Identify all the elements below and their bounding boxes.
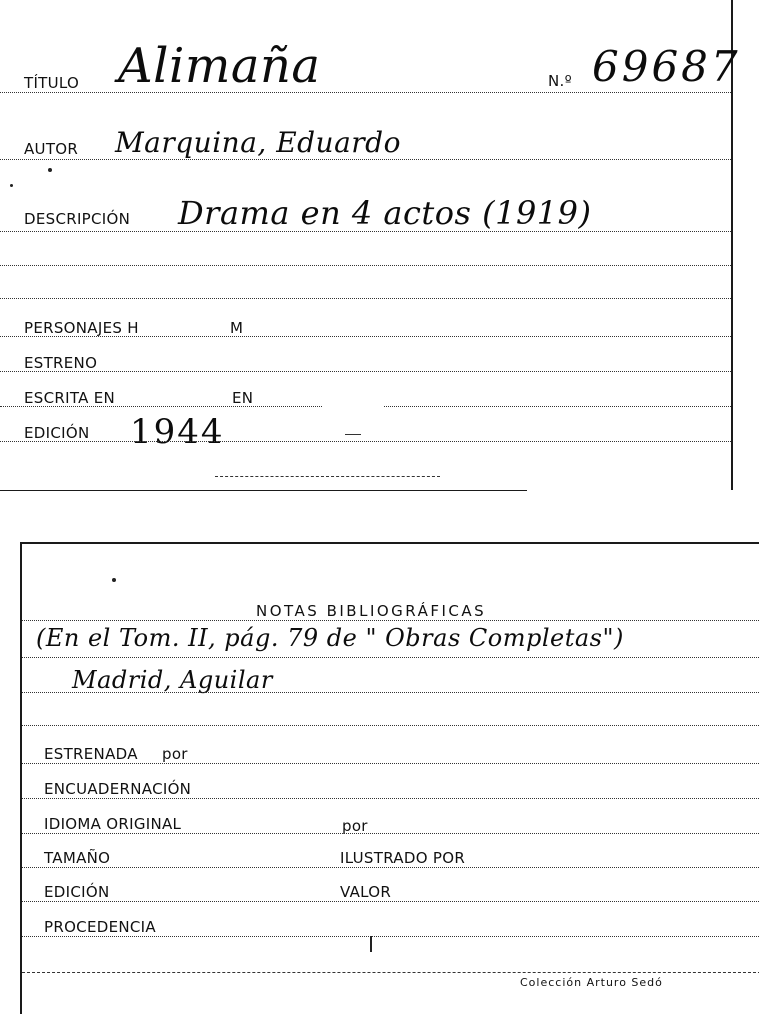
encuadernacion-label: ENCUADERNACIÓN	[44, 780, 192, 798]
catalog-card-top	[0, 0, 741, 490]
rule-line	[0, 231, 731, 232]
pencil-mark	[370, 936, 372, 952]
rule-line	[215, 476, 440, 477]
rule-line	[0, 371, 731, 372]
personajes-m-label: M	[230, 319, 244, 337]
titulo-label: TÍTULO	[24, 74, 80, 92]
rule-line	[22, 725, 759, 726]
estrenada-label: ESTRENADA	[44, 745, 138, 763]
rule-line	[0, 441, 731, 442]
ilustrado-label: ILUSTRADO POR	[340, 849, 466, 867]
rule-line	[22, 901, 759, 902]
rule-line	[22, 936, 759, 937]
rule-line	[0, 336, 731, 337]
rule-line	[0, 265, 731, 266]
numero-label: N.º	[548, 72, 572, 90]
numero-value: 69687	[592, 42, 741, 91]
tamano-label: TAMAÑO	[44, 849, 111, 867]
idioma-label: IDIOMA ORIGINAL	[44, 815, 182, 833]
ink-speck	[48, 168, 52, 172]
pencil-mark	[345, 434, 361, 435]
autor-value: Marquina, Eduardo	[115, 126, 401, 159]
procedencia-label: PROCEDENCIA	[44, 918, 156, 936]
edicion2-label: EDICIÓN	[44, 883, 110, 901]
rule-line	[22, 867, 759, 868]
estreno-label: ESTRENO	[24, 354, 98, 372]
personajes-label: PERSONAJES H	[24, 319, 139, 337]
catalog-card-bottom	[20, 542, 759, 1014]
rule-line	[0, 159, 731, 160]
rule-line	[22, 692, 759, 693]
notas-title: NOTAS BIBLIOGRÁFICAS	[256, 602, 487, 620]
escrita-label: ESCRITA EN	[24, 389, 116, 407]
escrita-en-label: EN	[232, 389, 254, 407]
rule-line	[22, 798, 759, 799]
descripcion-label: DESCRIPCIÓN	[24, 210, 131, 228]
rule-line	[22, 833, 759, 834]
edicion-value: 1944	[130, 412, 225, 452]
rule-line	[22, 620, 759, 621]
rule-line	[0, 406, 322, 407]
notas-line-1: (En el Tom. II, pág. 79 de " Obras Completas")	[36, 624, 624, 652]
rule-line	[0, 298, 731, 299]
ink-speck	[10, 184, 13, 187]
rule-line	[0, 92, 731, 93]
rule-line	[22, 763, 759, 764]
rule-line	[384, 406, 731, 407]
descripcion-value: Drama en 4 actos (1919)	[178, 194, 592, 232]
ink-speck	[112, 578, 116, 582]
card-bottom-edge	[0, 490, 527, 491]
titulo-value: Alimaña	[118, 38, 321, 94]
idioma-por: por	[342, 817, 368, 835]
autor-label: AUTOR	[24, 140, 79, 158]
rule-line	[22, 657, 759, 658]
rule-line	[22, 972, 759, 973]
edicion-label: EDICIÓN	[24, 424, 90, 442]
notas-line-2: Madrid, Aguilar	[72, 666, 273, 694]
collection-footer: Colección Arturo Sedó	[520, 976, 663, 989]
valor-label: VALOR	[340, 883, 392, 901]
estrenada-por: por	[162, 745, 188, 763]
